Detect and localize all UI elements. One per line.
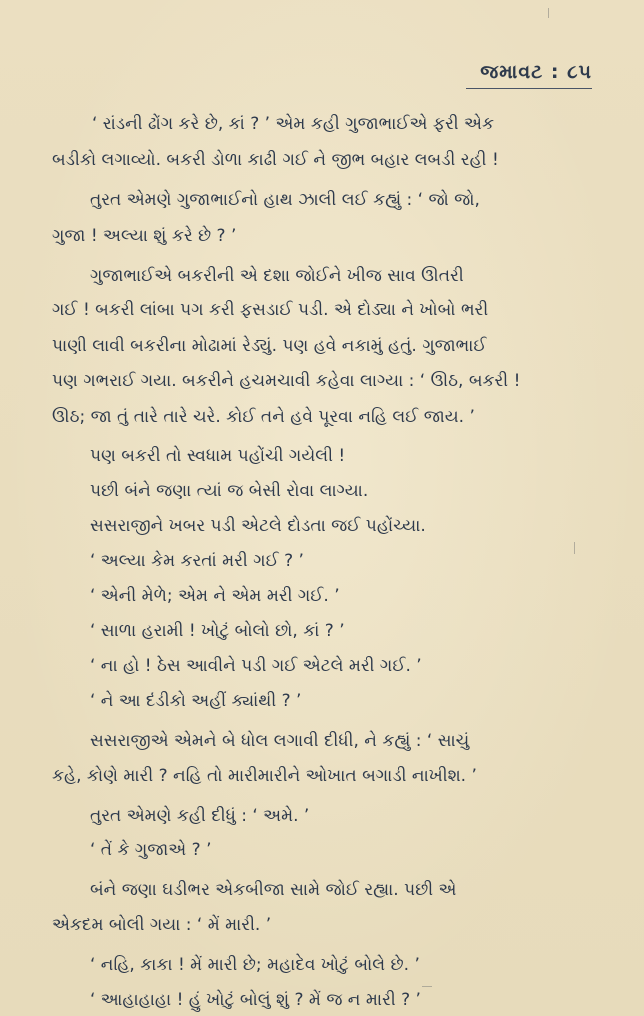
text-line-11: પછી બંને જણા ત્યાં જ બેસી રોવા લાગ્યા. — [90, 481, 369, 501]
text-line-25: ‘ આહાહાહા ! હું ખોટું બોલું શું ? મેં જ ન મારી ? ’ — [90, 990, 421, 1010]
text-line-5: ગુજાભાઈએ બકરીની એ દશા જોઈને ખીજ સાવ ઊતરી — [90, 266, 464, 286]
text-line-19: કહે, કોણે મારી ? નહિ તો મારીમારીને ઓખાત બગાડી નાખીશ. ’ — [52, 766, 477, 786]
text-line-6: ગઈ ! બકરી લાંબા પગ કરી ફસડાઈ પડી. એ દોડ્યા ને ખોબો ભરી — [52, 300, 489, 320]
text-line-20: તુરત એમણે કહી દીધું : ‘ અમે. ’ — [90, 806, 310, 826]
text-line-7: પાણી લાવી બકરીના મોઢામાં રેડ્યું. પણ હવે નકામું હતું. ગુજાભાઈ — [52, 336, 487, 356]
header-underline — [466, 88, 592, 89]
text-line-2: બડીકો લગાવ્યો. બકરી ડોળા કાઢી ગઈ ને જીભ બહાર લબડી રહી ! — [52, 150, 499, 170]
text-line-17: ‘ ને આ દંડીકો અહીં ક્યાંથી ? ’ — [90, 691, 302, 711]
running-header — [466, 58, 592, 89]
text-line-12: સસરાજીને ખબર પડી એટલે દોડતા જઈ પહોંચ્યા. — [90, 516, 426, 536]
text-line-22: બંને જણા ઘડીભર એકબીજા સામે જોઈ રહ્યા. પછી એ — [90, 880, 457, 900]
text-line-21: ‘ તેં કે ગુજાએ ? ’ — [90, 840, 212, 860]
page-header-title: જમાવટ : ૮૫ — [480, 61, 592, 83]
text-line-4: ગુજા ! અલ્યા શું કરે છે ? ’ — [52, 226, 237, 246]
text-line-14: ‘ એની મેળે; એમ ને એમ મરી ગઈ. ’ — [90, 586, 340, 606]
paper-speck — [422, 986, 432, 987]
text-line-8: પણ ગભરાઈ ગયા. બકરીને હચમચાવી કહેવા લાગ્યા : ‘ ઊઠ, બકરી ! — [52, 371, 521, 391]
paper-speck — [548, 8, 549, 18]
paper-speck — [574, 542, 575, 554]
text-line-15: ‘ સાળા હરામી ! ખોટું બોલો છો, કાં ? ’ — [90, 621, 345, 641]
text-line-16: ‘ ના હો ! ઠેસ આવીને પડી ગઈ એટલે મરી ગઈ. ’ — [90, 656, 422, 676]
text-line-24: ‘ નહિ, કાકા ! મેં મારી છે; મહાદેવ ખોટું બોલે છે. ’ — [90, 955, 420, 975]
text-line-18: સસરાજીએ એમને બે ધોલ લગાવી દીધી, ને કહ્યું : ‘ સાચું — [90, 731, 470, 751]
text-line-1: ‘ રાંડની ઢોંગ કરે છે, કાં ? ’ એમ કહી ગુજાભાઈએ ફરી એક — [92, 114, 494, 134]
text-line-10: પણ બકરી તો સ્વધામ પહોંચી ગયેલી ! — [90, 446, 346, 466]
text-line-3: તુરત એમણે ગુજાભાઈનો હાથ ઝાલી લઈ કહ્યું : ‘ જો જો, — [90, 190, 480, 210]
text-line-9: ઊઠ; જા તું તારે તારે ચરે. કોઈ તને હવે પૂરવા નહિ લઈ જાય. ’ — [52, 407, 475, 427]
text-line-23: એકદમ બોલી ગયા : ‘ મેં મારી. ’ — [52, 915, 272, 935]
text-line-13: ‘ અલ્યા કેમ કરતાં મરી ગઈ ? ’ — [90, 551, 304, 571]
